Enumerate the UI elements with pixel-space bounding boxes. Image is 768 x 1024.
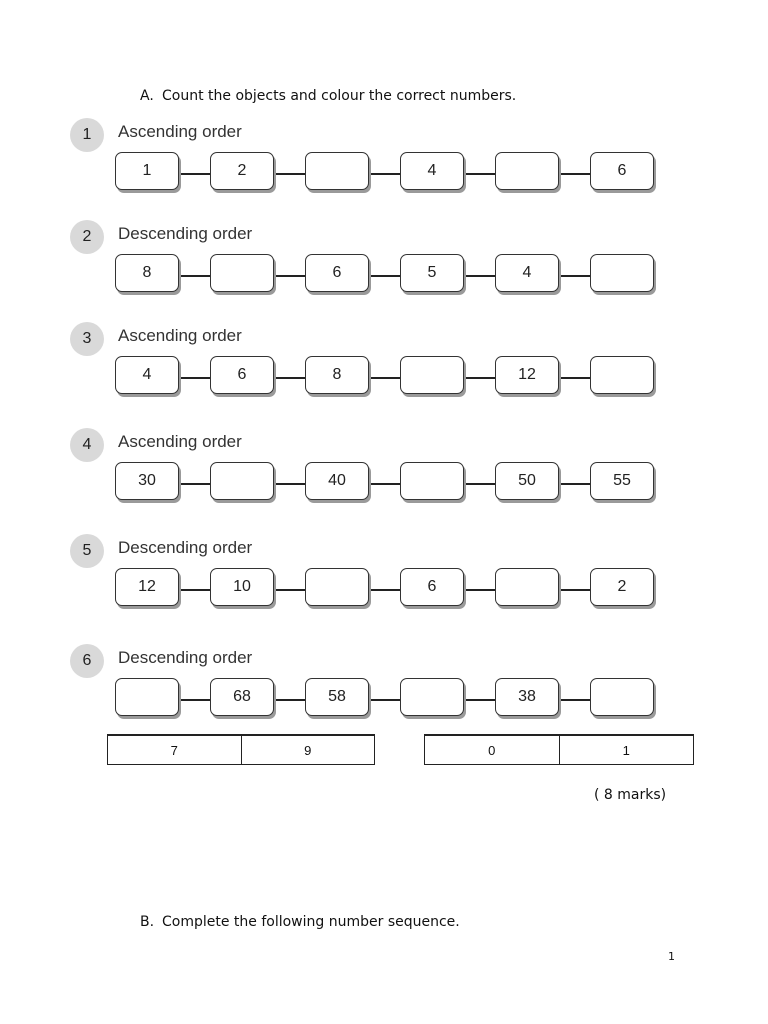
empty-number-box[interactable]: [305, 152, 369, 190]
problem-number-badge: 6: [70, 644, 104, 678]
number-box: 2: [590, 568, 654, 606]
number-chain: [115, 152, 665, 196]
answer-cell: 0: [488, 742, 496, 758]
chain-connector: [557, 173, 590, 175]
problem-5: [70, 534, 670, 634]
empty-number-box[interactable]: [400, 356, 464, 394]
chain-connector: [177, 275, 210, 277]
chain-connector: [177, 173, 210, 175]
problem-6: [70, 644, 670, 744]
number-box: 30: [115, 462, 179, 500]
problem-number-badge: 1: [70, 118, 104, 152]
problem-title: Ascending order: [118, 122, 242, 141]
problem-title: Descending order: [118, 648, 253, 667]
chain-connector: [462, 275, 495, 277]
problem-number-badge: 2: [70, 220, 104, 254]
chain-connector: [557, 589, 590, 591]
problem-number-badge: 4: [70, 428, 104, 462]
section-b-text: Complete the following number sequence.: [162, 914, 460, 930]
chain-connector: [367, 173, 400, 175]
section-a-text: Count the objects and colour the correct numbers.: [162, 88, 517, 104]
section-b-label: B.: [140, 914, 155, 930]
chain-connector: [462, 173, 495, 175]
empty-number-box[interactable]: [210, 254, 274, 292]
number-box: 12: [115, 568, 179, 606]
answer-cell: 1: [559, 736, 694, 764]
number-box: 4: [115, 356, 179, 394]
chain-connector: [177, 483, 210, 485]
chain-connector: [462, 483, 495, 485]
chain-connector: [272, 377, 305, 379]
chain-connector: [557, 377, 590, 379]
empty-number-box[interactable]: [115, 678, 179, 716]
number-box: 68: [210, 678, 274, 716]
number-chain: [115, 254, 665, 298]
page-number: 1: [668, 950, 675, 963]
number-box: 8: [115, 254, 179, 292]
marks-label: ( 8 marks): [594, 787, 667, 803]
number-box: 55: [590, 462, 654, 500]
section-a-label: A.: [140, 88, 154, 104]
number-box: 5: [400, 254, 464, 292]
chain-connector: [272, 589, 305, 591]
number-box: 10: [210, 568, 274, 606]
number-box: 58: [305, 678, 369, 716]
problem-3: [70, 322, 670, 422]
number-chain: [115, 568, 665, 612]
empty-number-box[interactable]: [495, 568, 559, 606]
chain-connector: [367, 377, 400, 379]
number-chain: [115, 356, 665, 400]
problem-1: [70, 118, 670, 218]
problem-title: Descending order: [118, 538, 253, 557]
chain-connector: [557, 483, 590, 485]
number-box: 6: [305, 254, 369, 292]
empty-number-box[interactable]: [590, 356, 654, 394]
problem-title: Ascending order: [118, 432, 242, 451]
empty-number-box[interactable]: [495, 152, 559, 190]
answer-cell: 9: [241, 736, 375, 764]
number-box: 4: [400, 152, 464, 190]
number-box: 6: [210, 356, 274, 394]
chain-connector: [177, 589, 210, 591]
number-box: 12: [495, 356, 559, 394]
chain-connector: [177, 699, 210, 701]
number-box: 50: [495, 462, 559, 500]
number-chain: [115, 678, 665, 722]
chain-connector: [177, 377, 210, 379]
number-chain: [115, 462, 665, 506]
chain-connector: [367, 275, 400, 277]
number-box: 4: [495, 254, 559, 292]
number-box: 40: [305, 462, 369, 500]
empty-number-box[interactable]: [400, 678, 464, 716]
chain-connector: [272, 483, 305, 485]
answer-table-left: [107, 734, 375, 765]
chain-connector: [557, 275, 590, 277]
answer-cell: 7: [170, 742, 178, 758]
chain-connector: [557, 699, 590, 701]
problem-number-badge: 5: [70, 534, 104, 568]
chain-connector: [462, 699, 495, 701]
problem-title: Descending order: [118, 224, 253, 243]
problem-number-badge: 3: [70, 322, 104, 356]
answer-table-right: [424, 734, 694, 765]
section-b-instruction: [140, 914, 460, 930]
number-box: 2: [210, 152, 274, 190]
section-a-instruction: [140, 88, 516, 104]
number-box: 1: [115, 152, 179, 190]
chain-connector: [272, 275, 305, 277]
chain-connector: [272, 699, 305, 701]
empty-number-box[interactable]: [590, 254, 654, 292]
number-box: 38: [495, 678, 559, 716]
problem-2: [70, 220, 670, 320]
empty-number-box[interactable]: [305, 568, 369, 606]
empty-number-box[interactable]: [210, 462, 274, 500]
number-box: 8: [305, 356, 369, 394]
chain-connector: [367, 589, 400, 591]
chain-connector: [367, 699, 400, 701]
empty-number-box[interactable]: [590, 678, 654, 716]
number-box: 6: [590, 152, 654, 190]
chain-connector: [462, 377, 495, 379]
problem-4: [70, 428, 670, 528]
empty-number-box[interactable]: [400, 462, 464, 500]
chain-connector: [462, 589, 495, 591]
chain-connector: [272, 173, 305, 175]
number-box: 6: [400, 568, 464, 606]
chain-connector: [367, 483, 400, 485]
problem-title: Ascending order: [118, 326, 242, 345]
